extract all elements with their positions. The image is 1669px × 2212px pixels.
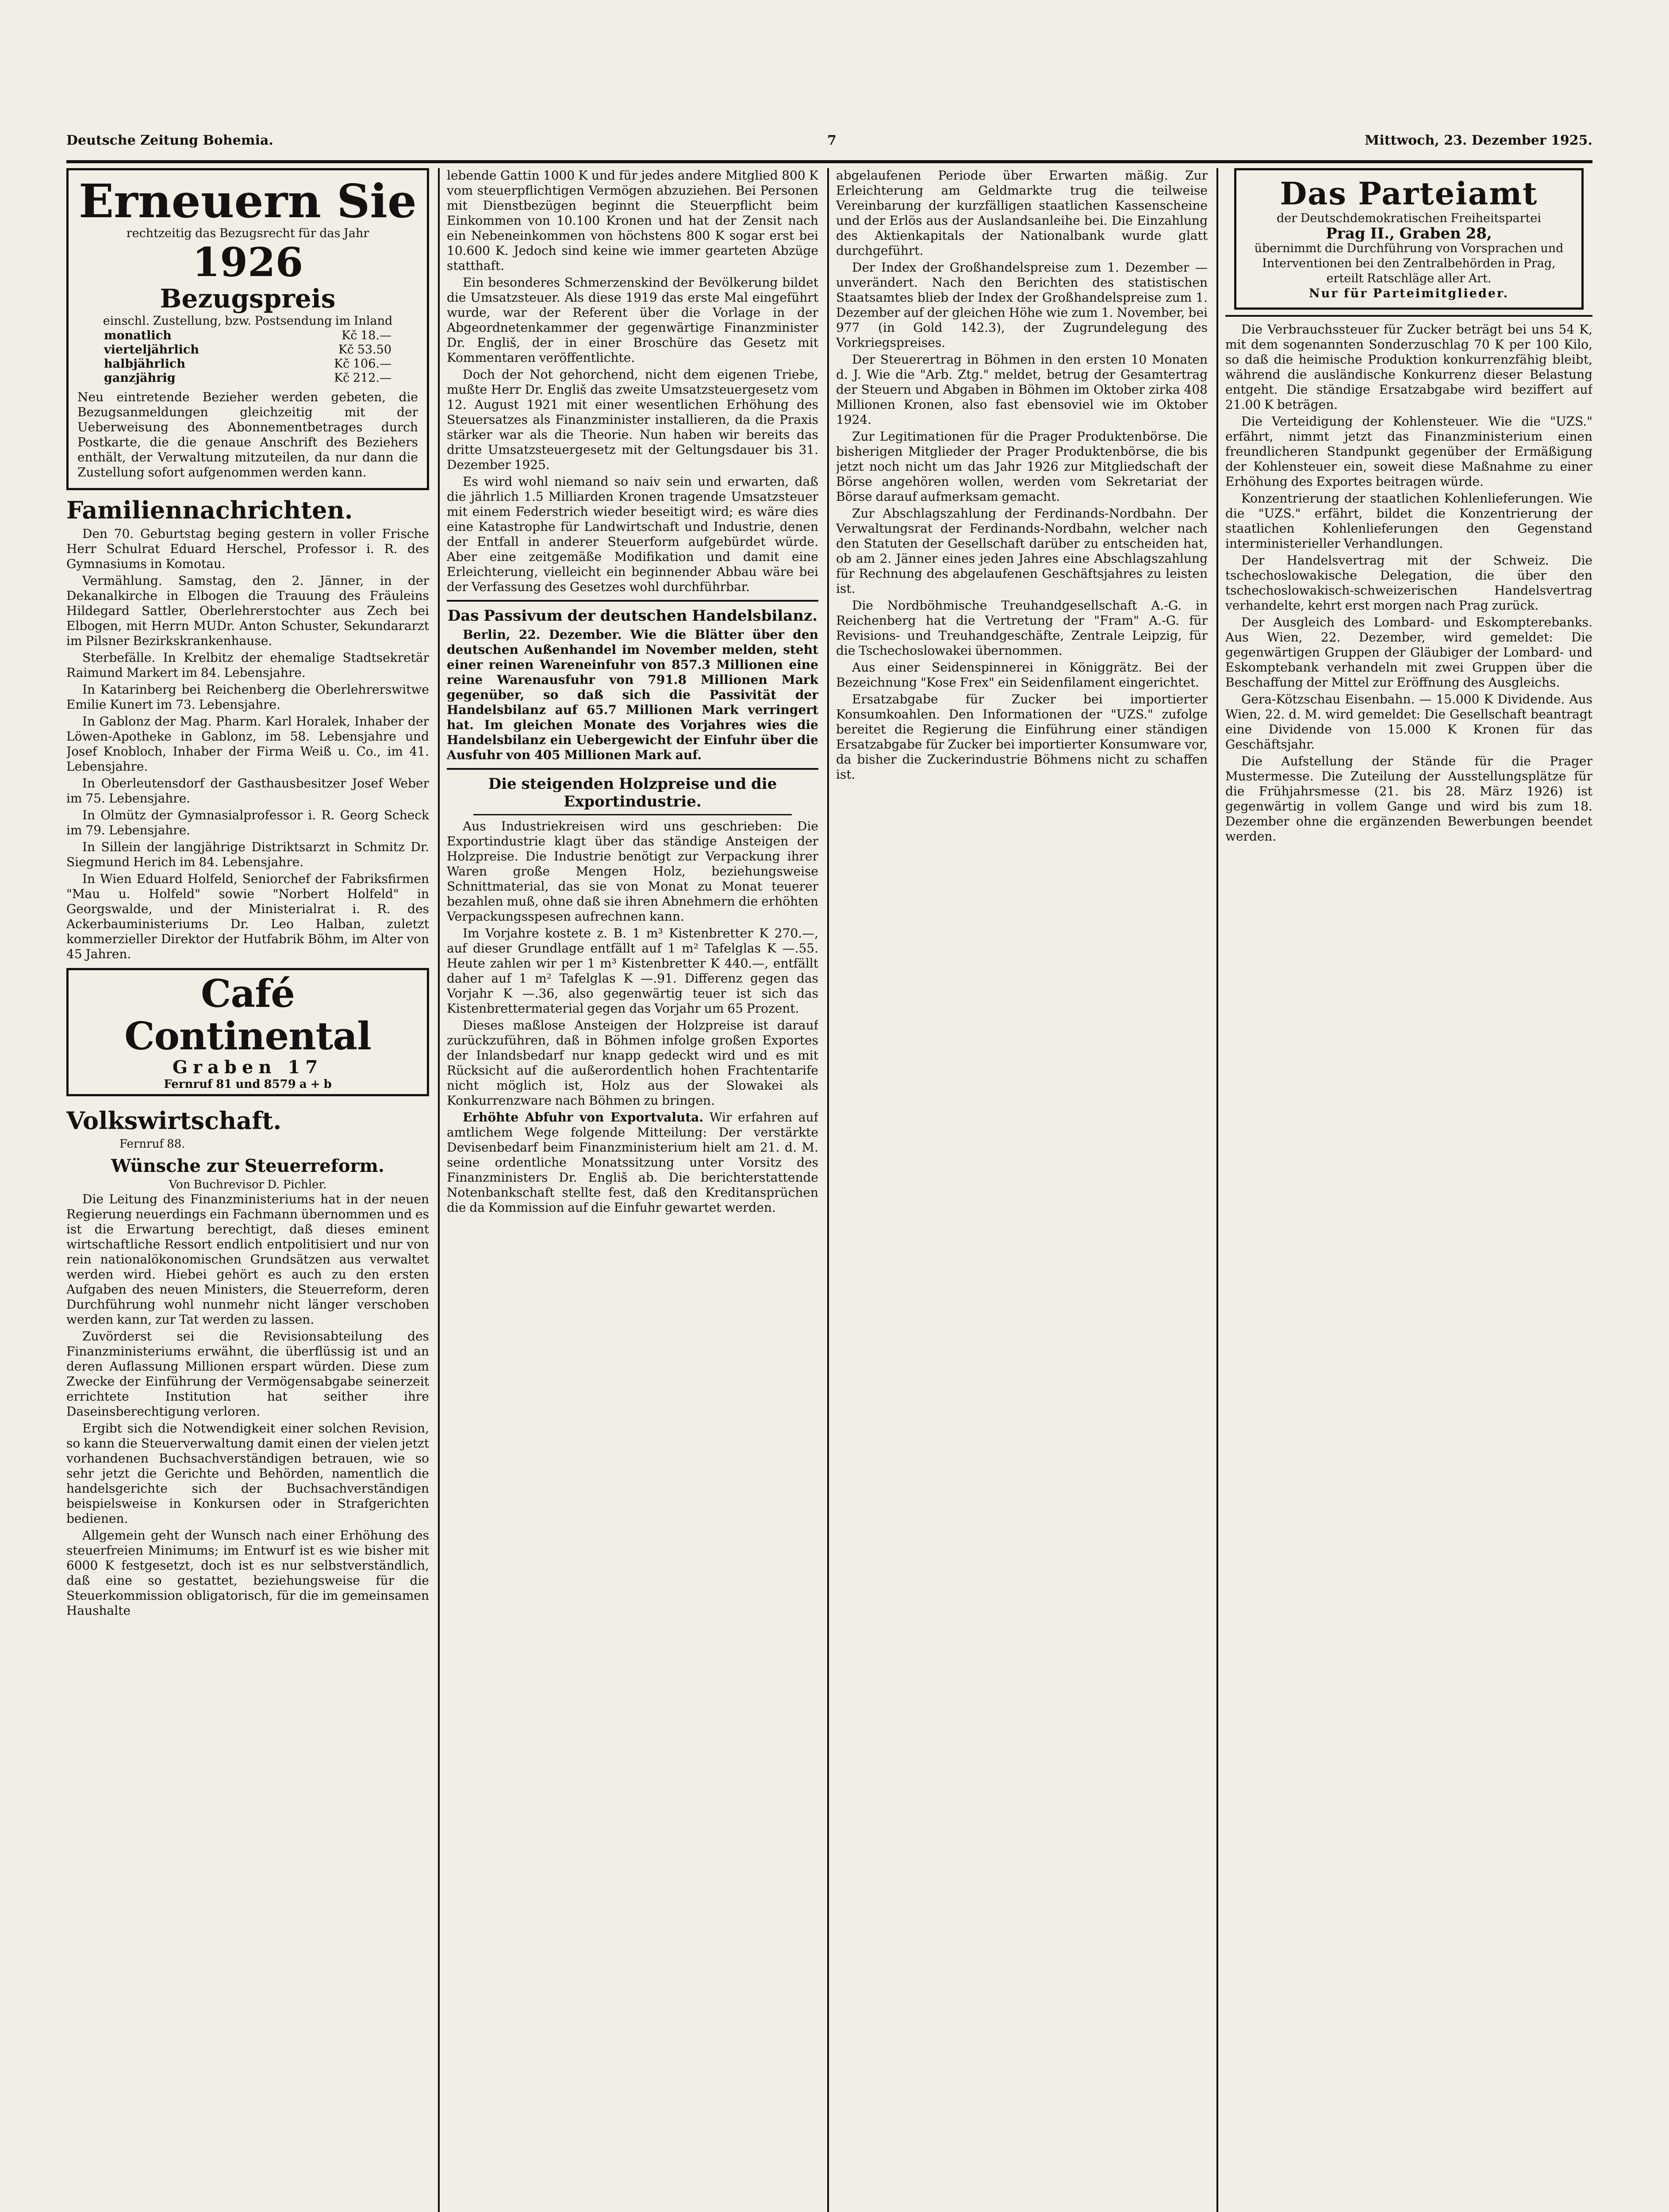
article-paragraph: Die Aufstellung der Stände für die Prager Mustermesse. Die Zuteilung der Ausstellungsplätze für die Frühjahrsmesse (21. bis 28. März 1926) ist gegenwärtig in vollem Gange und wird bis zum 18. Dezember ohne die ergänzenden Bewerbungen beendet werden. [1225, 754, 1592, 844]
price-row: ganzjährig Kč 212.— [104, 371, 391, 385]
article-paragraph: Konzentrierung der staatlichen Kohlenlieferungen. Wie die "UZS." erfährt, bildet die Konzentrierung der staatlichen Kohlenlieferungen den Gegenstand interministerieller Verhandlungen. [1225, 491, 1592, 551]
article-paragraph: Ersatzabgabe für Zucker bei importierter Konsumkoahlen. Den Informationen der "UZS." zufolge bereitet die Regierung die Einführung einer ständigen Ersatzabgabe für Zucker bei importierter Konsumware vor, da bisher die Zuckerindustrie Böhmens nicht zu schaffen ist. [836, 692, 1208, 782]
column-3 [836, 168, 1208, 2212]
separator [447, 768, 818, 770]
article-paragraph: Zur Legitimationen für die Prager Produktenbörse. Die bisherigen Mitglieder der Prager Produktenbörse, die bis jetzt noch nicht um das Jahr 1926 zur Mitgliedschaft der Börse angehören wollen, werden vom Sekretariat der Börse darauf aufmerksam gemacht. [836, 429, 1208, 504]
article-paragraph: Die Verteidigung der Kohlensteuer. Wie die "UZS." erfährt, nimmt jetzt das Finanzministerium einen freundlicheren Standpunkt gegenüber der Ermäßigung der Kohlensteuer ein, soweit diese Maßnahme zu einer Erhöhung des Exportes beitragen würde. [1225, 414, 1592, 489]
article-paragraph: Dieses maßlose Ansteigen der Holzpreise ist darauf zurückzuführen, daß in Böhmen infolge großen Exportes der Inlandsbedarf nur knapp gedeckt wird und es mit Rücksicht auf die außerordentlich hohen Frachtentarife nicht möglich ist, Holz aus der Slowakei als Konkurrenzware nach Böhmen zu bringen. [447, 1018, 818, 1108]
cafe-name: Café Continental [124, 972, 371, 1059]
column-1 [66, 168, 429, 2212]
family-item: Sterbefälle. In Krelbitz der ehemalige Stadtsekretär Raimund Markert im 84. Lebensjahre. [66, 650, 429, 680]
header-newspaper-name: Deutsche Zeitung Bohemia. [66, 133, 273, 148]
header-rule [66, 160, 1592, 163]
article-paragraph: Im Vorjahre kostete z. B. 1 m³ Kistenbretter K 270.—, auf dieser Grundlage entfällt auf 1 m² Tafelglas K —.55. Heute zahlen wir per 1 m³ Kistenbretter K 440.—, entfällt daher auf 1 m² Tafelglas K —.91. Differenz gegen das Vorjahr K —.36, also gegenwärtig teuer ist sich das Kistenbrettermaterial gegen das Vorjahr um 65 Prozent. [447, 926, 818, 1016]
article-paragraph: lebende Gattin 1000 K und für jedes andere Mitglied 800 K vom steuerpflichtigen Vermögen abzuziehen. Bei Personen mit Dienstbezügen beginnt die Steuerpflicht beim Einkommen von 10.100 Kronen und hat der Zensit nach ein Nebeneinkommen von höchstens 800 K sogar erst bei 10.600 K. Jedoch sind keine wie immer gearteten Abzüge statthaft. [447, 168, 818, 273]
ad-price-line: einschl. Zustellung, bzw. Postsendung im Inland [103, 314, 393, 328]
family-item: Den 70. Geburtstag beging gestern in voller Frische Herr Schulrat Eduard Herschel, Professor i. R. des Gymnasiums in Komotau. [66, 526, 429, 571]
family-item: In Oberleutensdorf der Gasthausbesitzer Josef Weber im 75. Lebensjahre. [66, 776, 429, 806]
econ-heading: Volkswirtschaft. [66, 1106, 282, 1135]
party-ad-title: Das Parteiamt [1280, 175, 1538, 212]
family-item: In Olmütz der Gymnasialprofessor i. R. Georg Scheck im 79. Lebensjahre. [66, 808, 429, 837]
cafe-ad [66, 968, 429, 1096]
article-paragraph: Aus einer Seidenspinnerei in Königgrätz. Bei der Bezeichnung "Kose Frex" ein Seidenfilament eingerichtet. [836, 660, 1208, 690]
article-paragraph: abgelaufenen Periode über Erwarten mäßig. Zur Erleichterung am Geldmarkte trug die teilweise Vereinbarung der kurzfälligen staatlichen Kassenscheine und der Erlös aus der Auslandsanleihe bei. Die Einzahlung des Aktienkapitals der Nationalbank wurde glatt durchgeführt. [836, 168, 1208, 258]
article-paragraph: Erhöhte Abfuhr von Exportvaluta. Wir erfahren auf amtlichem Wege folgende Mitteilung: Der verstärkte Devisenbedarf beim Finanzministerium hielt am 21. d. M. seine ordentliche Monatssitzung unter Vorsitz des Finanzministers Dr. Engliš ab. Die berichterstattende Notenbankschaft stellte fest, daß den Kreditansprüchen die da Kommission auf die Einfuhr gewartet werden. [447, 1110, 818, 1215]
ad-year: 1926 [192, 239, 303, 286]
ad-line: rechtzeitig das Bezugsrecht für das Jahr [126, 227, 369, 240]
price-row: monatlich Kč 18.— [104, 329, 391, 342]
article-paragraph: Die Leitung des Finanzministeriums hat in der neuen Regierung neuerdings ein Fachmann übernommen und es ist die Erwartung berechtigt, daß dieses eminent wirtschaftliche Ressort endlich entpolitisiert und nur von rein nationalökonomischen Grundsätzen aus verwaltet werden wird. Hiebei gehört es auch zu den ersten Aufgaben des neuen Ministers, die Steuerreform, deren Durchführung wohl nunmehr nicht länger verschoben werden kann, zur Tat werden zu lassen. [66, 1192, 429, 1327]
article-paragraph: Der Steuerertrag in Böhmen in den ersten 10 Monaten d. J. Wie die "Arb. Ztg." meldet, betrug der Gesamtertrag der Steuern und Abgaben in Böhmen im Oktober zirka 408 Millionen Kronen, also fast ebensoviel wie im Oktober 1924. [836, 352, 1208, 427]
column-divider [438, 168, 440, 2212]
article-paragraph: Ergibt sich die Notwendigkeit einer solchen Revision, so kann die Steuerverwaltung damit einen der vielen jetzt vorhandenen Buchsachverständigen betrauen, wie so sehr jetzt die Gerichte und Behörden, namentlich die handelsgerichte sich der Buchsachverständigen beispielsweise in Konkursen oder in Strafgerichten bedienen. [66, 1421, 429, 1526]
party-ad-note: Nur für Parteimitglieder. [1308, 287, 1509, 300]
cafe-street: Graben 17 [172, 1057, 323, 1078]
econ-sub: Fernruf 88. [119, 1137, 185, 1151]
price-row: halbjährlich Kč 106.— [104, 357, 391, 371]
article-paragraph: Ein besonderes Schmerzenskind der Bevölkerung bildet die Umsatzsteuer. Als diese 1919 das erste Mal eingeführt wurde, war der Referent über die Vorlage in der Abgeordnetenkammer der gegenwärtige Finanzminister Dr. Engliš, der in einer Broschüre das Gesetz mit Kommentaren veröffentlichte. [447, 275, 818, 365]
column-divider [1216, 168, 1218, 2212]
ad-title: Erneuern Sie [78, 174, 417, 228]
article-paragraph: Es wird wohl niemand so naiv sein und erwarten, daß die jährlich 1.5 Milliarden Kronen tragende Umsatzsteuer mit einem Federstrich wieder beseitigt wird; es wäre dies eine Katastrophe für Landwirtschaft und Industrie, denen der Entfall in anderer Steuerform aufgebürdet würde. Aber eine zeitgemäße Modifikation und damit eine Erleichterung, vielleicht ein beginnender Abbau wäre bei der Verfassung des Gesetzes wohl durchführbar. [447, 474, 818, 594]
subscription-ad [66, 168, 429, 490]
article-paragraph: Der Ausgleich des Lombard- und Eskompterebanks. Aus Wien, 22. Dezember, wird gemeldet: Die gegenwärtigen Gruppen der Gläubiger der Lombard- und Eskomptebank verhandeln mit zwei Gruppen über die Beschaffung der Mittel zur Eröffnung des Ausgleichs. [1225, 615, 1592, 690]
price-row: vierteljährlich Kč 53.50 [104, 343, 391, 357]
cafe-phone: Fernruf 81 und 8579 a + b [164, 1078, 332, 1091]
article-paragraph: Der Handelsvertrag mit der Schweiz. Die tschechoslowakische Delegation, die über den tschechoslowakisch-schweizerischen Handelsvertrag verhandelte, kehrt erst morgen nach Prag zurück. [1225, 553, 1592, 613]
column-4 [1225, 168, 1592, 2212]
family-item: In Katarinberg bei Reichenberg die Oberlehrerswitwe Emilie Kunert im 73. Lebensjahre. [66, 682, 429, 712]
article-paragraph: Aus Industriekreisen wird uns geschrieben: Die Exportindustrie klagt über das ständige Ansteigen der Holzpreise. Die Industrie benötigt zur Verpackung ihrer Waren große Mengen Holz, beziehungsweise Schnittmaterial, das sie von Monat zu Monat teuerer bezahlen muß, ohne daß sie ihren Abnehmern die erhöhten Verpackungsspesen aufrechnen kann. [447, 819, 818, 924]
ad-note: Neu eintretende Bezieher werden gebeten, die Bezugsanmeldungen gleichzeitig mit der Ueberweisung des Abonnementbetrages durch Postkarte, die die genaue Anschrift des Beziehers enthält, der Verwaltung mitzuteilen, da nur dann die Zustellung sofort aufgenommen werden kann. [77, 390, 418, 480]
inline-heading: Erhöhte Abfuhr von Exportvaluta. [463, 1110, 704, 1125]
article-title: Wünsche zur Steuerreform. [111, 1156, 384, 1176]
header-page-number: 7 [827, 133, 836, 148]
article-author: Von Buchrevisor D. Pichler. [169, 1178, 327, 1191]
header-date: Mittwoch, 23. Dezember 1925. [1365, 133, 1592, 148]
party-ad-text: übernimmt die Durchführung von Vorsprachen und Interventionen bei den Zentralbehörden in Prag, erteilt Ratschläge aller Art. [1254, 242, 1564, 285]
article-paragraph: Allgemein geht der Wunsch nach einer Erhöhung des steuerfreien Minimums; im Entwurf ist es wie bisher mit 6000 K festgesetzt, doch ist es nur selbstverständlich, daß eine so gestattet, beziehungsweise für die Steuerkommission obligatorisch, für die im gemeinsamen Haushalte [66, 1528, 429, 1618]
family-item: In Gablonz der Mag. Pharm. Karl Horalek, Inhaber der Löwen-Apotheke in Gablonz, im 58. Lebensjahre und Josef Knobloch, Inhaber der Firma Weiß u. Co., im 41. Lebensjahre. [66, 714, 429, 774]
article-paragraph: Gera-Kötzschau Eisenbahn. — 15.000 K Dividende. Aus Wien, 22. d. M. wird gemeldet: Die Gesellschaft beantragt eine Dividende von 15.000 K Kronen für das Geschäftsjahr. [1225, 692, 1592, 752]
ad-price-heading: Bezugspreis [160, 284, 336, 314]
party-ad-line: der Deutschdemokratischen Freiheitspartei [1277, 211, 1541, 225]
column-divider [827, 168, 829, 2212]
article-headline: Die steigenden Holzpreise und die Exportindustrie. [488, 775, 777, 810]
price-table [77, 329, 418, 385]
article-paragraph: Die Verbrauchssteuer für Zucker beträgt bei uns 54 K, mit dem sogenannten Sonderzuschlag 70 K per 100 Kilo, so daß die heimische Produktion konkurrenzfähig bleibt, während die ausländische Konkurrenz dieser Belastung entgeht. Die ständige Ersatzabgabe wird beziffert auf 21.00 K beträgen. [1225, 322, 1592, 412]
separator [1225, 315, 1592, 317]
article-paragraph: Zur Abschlagszahlung der Ferdinands-Nordbahn. Der Verwaltungsrat der Ferdinands-Nordbahn, welcher nach den Statuten der Gesellschaft darüber zu entscheiden hat, ob am 2. Jänner eines jeden Jahres eine Abschlagszahlung für Rechnung des abgelaufenen Geschäftsjahres zu leisten ist. [836, 506, 1208, 596]
family-heading: Familiennachrichten. [66, 496, 353, 524]
separator [473, 814, 792, 815]
page-header [66, 133, 1592, 159]
article-paragraph: Die Nordböhmische Treuhandgesellschaft A.-G. in Reichenberg hat die Vertretung der "Fram" A.-G. für Revisions- und Treuhandgeschäfte, Zentrale Leipzig, für die Tschechoslowakei übernommen. [836, 598, 1208, 658]
article-paragraph: Doch der Not gehorchend, nicht dem eigenen Triebe, mußte Herr Dr. Engliš das zweite Umsatzsteuergesetz vom 12. August 1921 mit einer wesentlichen Erhöhung des Steuersatzes als Finanzminister installieren, da die Praxis stärker war als die Theorie. Nun haben wir bereits das dritte Umsatzsteuergesetz mit der Geltungsdauer bis 31. Dezember 1925. [447, 367, 818, 472]
separator [447, 600, 818, 602]
family-item: In Wien Eduard Holfeld, Seniorchef der Fabriksfirmen "Mau u. Holfeld" sowie "Norbert Holfeld" in Georgswalde, und der Ministerialrat i. R. des Ackerbauministeriums Dr. Leo Halban, zuletzt kommerzieller Direktor der Hutfabrik Böhm, im Alter von 45 Jahren. [66, 872, 429, 961]
family-item: In Sillein der langjährige Distriktsarzt in Schmitz Dr. Siegmund Herich im 84. Lebensjahre. [66, 840, 429, 869]
article-paragraph: Berlin, 22. Dezember. Wie die Blätter über den deutschen Außenhandel im November melden, steht einer reinen Wareneinfuhr von 857.3 Millionen eine reine Warenausfuhr von 791.8 Millionen Mark gegenüber, so daß sich die Passivität der Handelsbilanz auf 65.7 Millionen Mark verringert hat. Im gleichen Monate des Vorjahres wies die Handelsbilanz ein Uebergewicht der Einfuhr über die Ausfuhr von 405 Millionen Mark auf. [447, 627, 818, 762]
family-item: Vermählung. Samstag, den 2. Jänner, in der Dekanalkirche in Elbogen die Trauung des Fräuleins Hildegard Sattler, Oberlehrerstochter aus Zech bei Elbogen, mit Herrn MUDr. Anton Schuster, Sekundararzt im Pilsner Bezirkskrankenhause. [66, 573, 429, 648]
party-office-ad [1234, 168, 1584, 310]
article-paragraph: Zuvörderst sei die Revisionsabteilung des Finanzministeriums erwähnt, die überflüssig ist und an deren Auflassung Millionen erspart würden. Diese zum Zwecke der Einführung der Vermögensabgabe seinerzeit errichtete Institution hat seither ihre Daseinsberechtigung verloren. [66, 1329, 429, 1419]
party-ad-address: Prag II., Graben 28, [1326, 225, 1492, 242]
article-headline: Das Passivum der deutschen Handelsbilanz. [447, 607, 818, 625]
article-paragraph: Der Index der Großhandelspreise zum 1. Dezember — unverändert. Nach den Berichten des statistischen Staatsamtes blieb der Index der Großhandelspreise zum 1. Dezember auf der gleichen Höhe wie zum 1. November, bei 977 (in Gold 142.3), der Zugrundelegung des Vorkriegspreises. [836, 260, 1208, 350]
column-2 [447, 168, 818, 2212]
